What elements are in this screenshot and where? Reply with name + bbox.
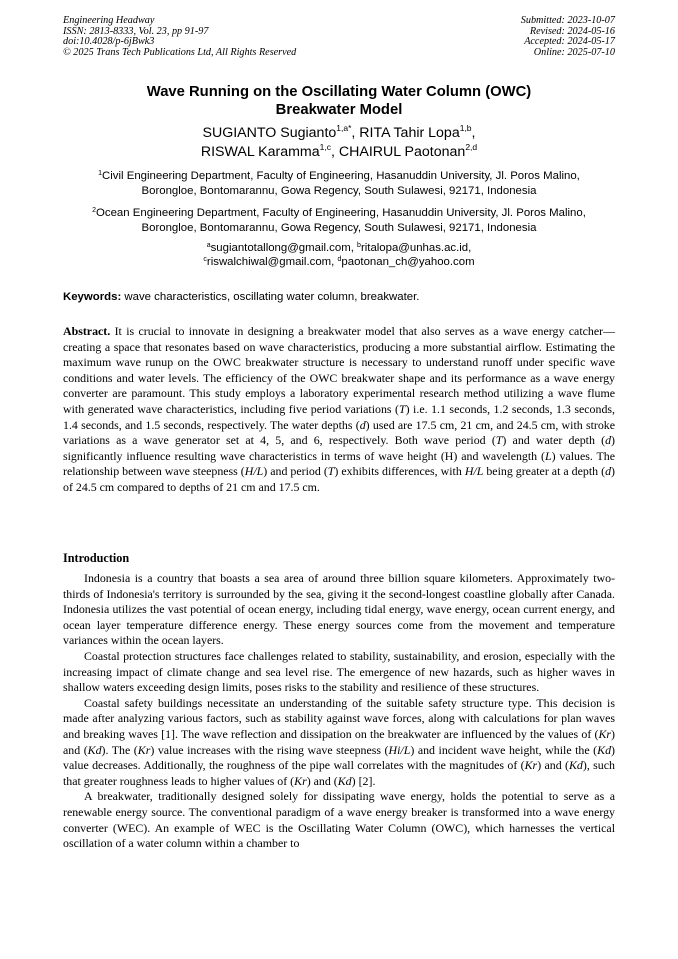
- affiliation-superscript: 2: [92, 207, 97, 214]
- author-name: RITA Tahir Lopa: [359, 125, 460, 141]
- email-link[interactable]: paotonan_ch@yahoo.com: [341, 256, 475, 269]
- paragraph-text: ) and (: [537, 758, 569, 773]
- affiliation-line: Borongloe, Bontomarannu, Gowa Regency, South Sulawesi, 92171, Indonesia: [141, 221, 537, 234]
- submitted-date: Submitted: 2023-10-07: [520, 15, 615, 26]
- paragraph-text: Coastal safety buildings necessitate an understanding of the suitable safety structure type. This decision is made after analyzing various factors, such as stability against wave forces, along with calculations for plan waves and breaking waves [1]. The wave reflection and dissipation on the breakwater are influenced by the values of (: [63, 695, 615, 741]
- abstract-text: ) exhibits differences, with: [334, 464, 465, 479]
- author-superscript: 1,c: [319, 142, 331, 152]
- email-link[interactable]: riswalchiwal@gmail.com: [206, 256, 332, 269]
- revised-date: Revised: 2024-05-16: [529, 25, 615, 37]
- paragraph-text: ) [2].: [351, 773, 376, 788]
- paragraph-text: ) value decreases. Additionally, the roughness of the pipe wall correlates with the magnitudes of (: [63, 742, 615, 773]
- abstract-text: ) and water depth (: [502, 433, 606, 448]
- math-symbol: H/L: [244, 464, 264, 479]
- publication-dates: [521, 16, 615, 58]
- author-superscript: 1,b: [459, 123, 472, 133]
- paragraph-text: ) and incident wave height, while the (: [410, 742, 598, 757]
- math-symbol: Kr: [294, 773, 307, 788]
- title-line-1: Wave Running on the Oscillating Water Column (OWC): [146, 84, 532, 100]
- abstract-text: ) i.e. 1.1 seconds, 1.2 seconds, 1.3 seconds, 1.4 seconds, and 1.5 seconds, respectively. The water depths (: [63, 401, 615, 432]
- email-superscript: d: [337, 256, 342, 264]
- paragraph-text: ), such that greater roughness leads to higher values of (: [63, 758, 615, 788]
- paragraph: [63, 696, 615, 790]
- introduction-body: [63, 571, 615, 852]
- affiliation-superscript: 1: [98, 170, 103, 177]
- keywords-text: wave characteristics, oscillating water column, breakwater.: [124, 291, 420, 303]
- math-symbol: d: [605, 433, 612, 448]
- math-symbol: Kr: [598, 726, 612, 741]
- paragraph: A breakwater, traditionally designed solely for dissipating wave energy, holds the potential to serve as a renewable energy source. The conventional paradigm of a wave energy breaker is transformed into a wave energy converter (WEC). An example of WEC is the Oscillating Water Column (OWC), which harnesses the vertical oscillation of a water column within a chamber to: [63, 789, 615, 851]
- math-symbol: Hi/L: [388, 742, 411, 757]
- issn: ISSN: 2813-8333, Vol. 23, pp 91-97: [63, 25, 209, 37]
- section-heading-introduction: Introduction: [63, 551, 130, 565]
- affiliation-line: Ocean Engineering Department, Faculty of Engineering, Hasanuddin University, Jl. Poros Malino,: [96, 207, 586, 219]
- email-link[interactable]: ritalopa@unhas.ac.id: [360, 242, 469, 254]
- accepted-date: Accepted: 2024-05-17: [524, 36, 615, 48]
- email-link[interactable]: sugiantotallong@gmail.com: [210, 242, 351, 254]
- math-symbol: Kr: [137, 742, 151, 757]
- email-superscript: a: [206, 242, 211, 249]
- paragraph-text: ) value increases with the rising wave steepness (: [150, 742, 389, 757]
- math-symbol: Kd: [87, 742, 102, 757]
- math-symbol: Kd: [569, 758, 583, 773]
- math-symbol: d: [605, 464, 612, 479]
- math-symbol: Kd: [337, 773, 352, 788]
- math-symbol: T: [327, 464, 335, 479]
- paragraph-text: ). The (: [101, 742, 138, 757]
- abstract-text: ) and period (: [263, 464, 328, 479]
- math-symbol: Kr: [524, 758, 538, 773]
- paragraph: Indonesia is a country that boasts a sea area of around three billion square kilometers. Approximately two-thirds of Indonesia's territory is surrounded by the sea, giving it the second-longest coastline globally after Canada. Indonesia utilizes the vast potential of ocean energy, including tidal energy, wave energy, ocean current energy, and ocean layer temperature difference energy. These energy sources come from the movement and temperature variances within the ocean layers.: [63, 571, 615, 648]
- math-symbol: T: [398, 401, 406, 416]
- journal-name: Engineering Headway: [63, 15, 155, 26]
- author-superscript: 2,d: [465, 142, 478, 152]
- abstract-text: ) used are 17.5 cm, 21 cm, and 24.5 cm, with stroke variations as a wave generator set at 4, 5, and 6, respectively. Both wave period (: [63, 417, 615, 448]
- math-symbol: d: [359, 417, 366, 432]
- abstract-text: It is crucial to innovate in designing a breakwater model that also serves as a wave energy catcher—creating a space that resonates based on wave characteristics, producing a more substantial airflow. Estimating the maximum wave runup on the OWC breakwater structure is necessary to understand runoff under specific wave conditions and water levels. The efficiency of the OWC breakwater shape and its performance as a wave energy converter are paramount. This study employs a laboratory experimental research method utilizing a wave flume with generated wave characteristics, including five period variations (: [63, 324, 615, 416]
- email-superscript: b: [357, 242, 361, 249]
- author-name: SUGIANTO Sugianto: [202, 125, 337, 141]
- math-symbol: H/L: [464, 464, 484, 479]
- title-line-2: Breakwater Model: [275, 102, 403, 118]
- author-name: RISWAL Karamma: [200, 144, 320, 160]
- paragraph: Coastal protection structures face challenges related to stability, sustainability, and erosion, especially with the increasing impact of climate change and sea level rise. The emergence of new hazards, such as higher waves in shallow waters exceeding design limits, poses risks to the stability and resilience of these structures.: [63, 648, 615, 695]
- affiliation-line: Civil Engineering Department, Faculty of Engineering, Hasanuddin University, Jl. Poros Malino,: [102, 170, 580, 182]
- keywords-label: Keywords:: [63, 291, 122, 303]
- email-superscript: c: [203, 256, 207, 264]
- affiliation-1: [63, 169, 615, 199]
- abstract-text: ) values. The relationship between wave steepness (: [63, 448, 616, 479]
- paragraph-text: ) and (: [306, 773, 338, 788]
- math-symbol: T: [495, 433, 503, 448]
- journal-info: [63, 16, 296, 58]
- abstract: [63, 324, 615, 496]
- paragraph-text: ) and (: [63, 726, 615, 757]
- online-date: Online: 2025-07-10: [533, 46, 615, 58]
- abstract-text: being greater at a depth (: [483, 464, 606, 479]
- author-name: CHAIRUL Paotonan: [338, 144, 466, 160]
- abstract-text: ) significantly influence resulting wave characteristics in terms of wave height (H) and wavelength (: [63, 433, 615, 463]
- math-symbol: L: [544, 448, 552, 463]
- math-symbol: Kd: [597, 742, 612, 757]
- affiliation-2: [63, 206, 615, 236]
- abstract-text: ) of 24.5 cm compared to depths of 21 cm and 17.5 cm.: [63, 464, 615, 494]
- doi[interactable]: doi:10.4028/p-6jBwk3: [63, 36, 155, 48]
- keywords: [63, 290, 615, 304]
- author-emails: $^a$sugiantotallong@gmail.com, $^b$ritalopa@unhas.ac.id, $^c$riswalchiwal@gmail.com, $^d$paotonan_ch@yahoo.com: [203, 242, 475, 269]
- author-superscript: 1,a*: [336, 123, 352, 133]
- author-list: SUGIANTO Sugianto$^{1,a*}$, RITA Tahir Lopa$^{1,b}$, RISWAL Karamma$^{1,c}$, CHAIRUL Paotonan$^{2,d}$: [200, 123, 478, 160]
- abstract-label: Abstract.: [63, 324, 111, 338]
- paper-title: [40, 83, 638, 119]
- copyright: © 2025 Trans Tech Publications Ltd, All Rights Reserved: [63, 46, 297, 58]
- affiliation-line: Borongloe, Bontomarannu, Gowa Regency, South Sulawesi, 92171, Indonesia: [141, 184, 537, 197]
